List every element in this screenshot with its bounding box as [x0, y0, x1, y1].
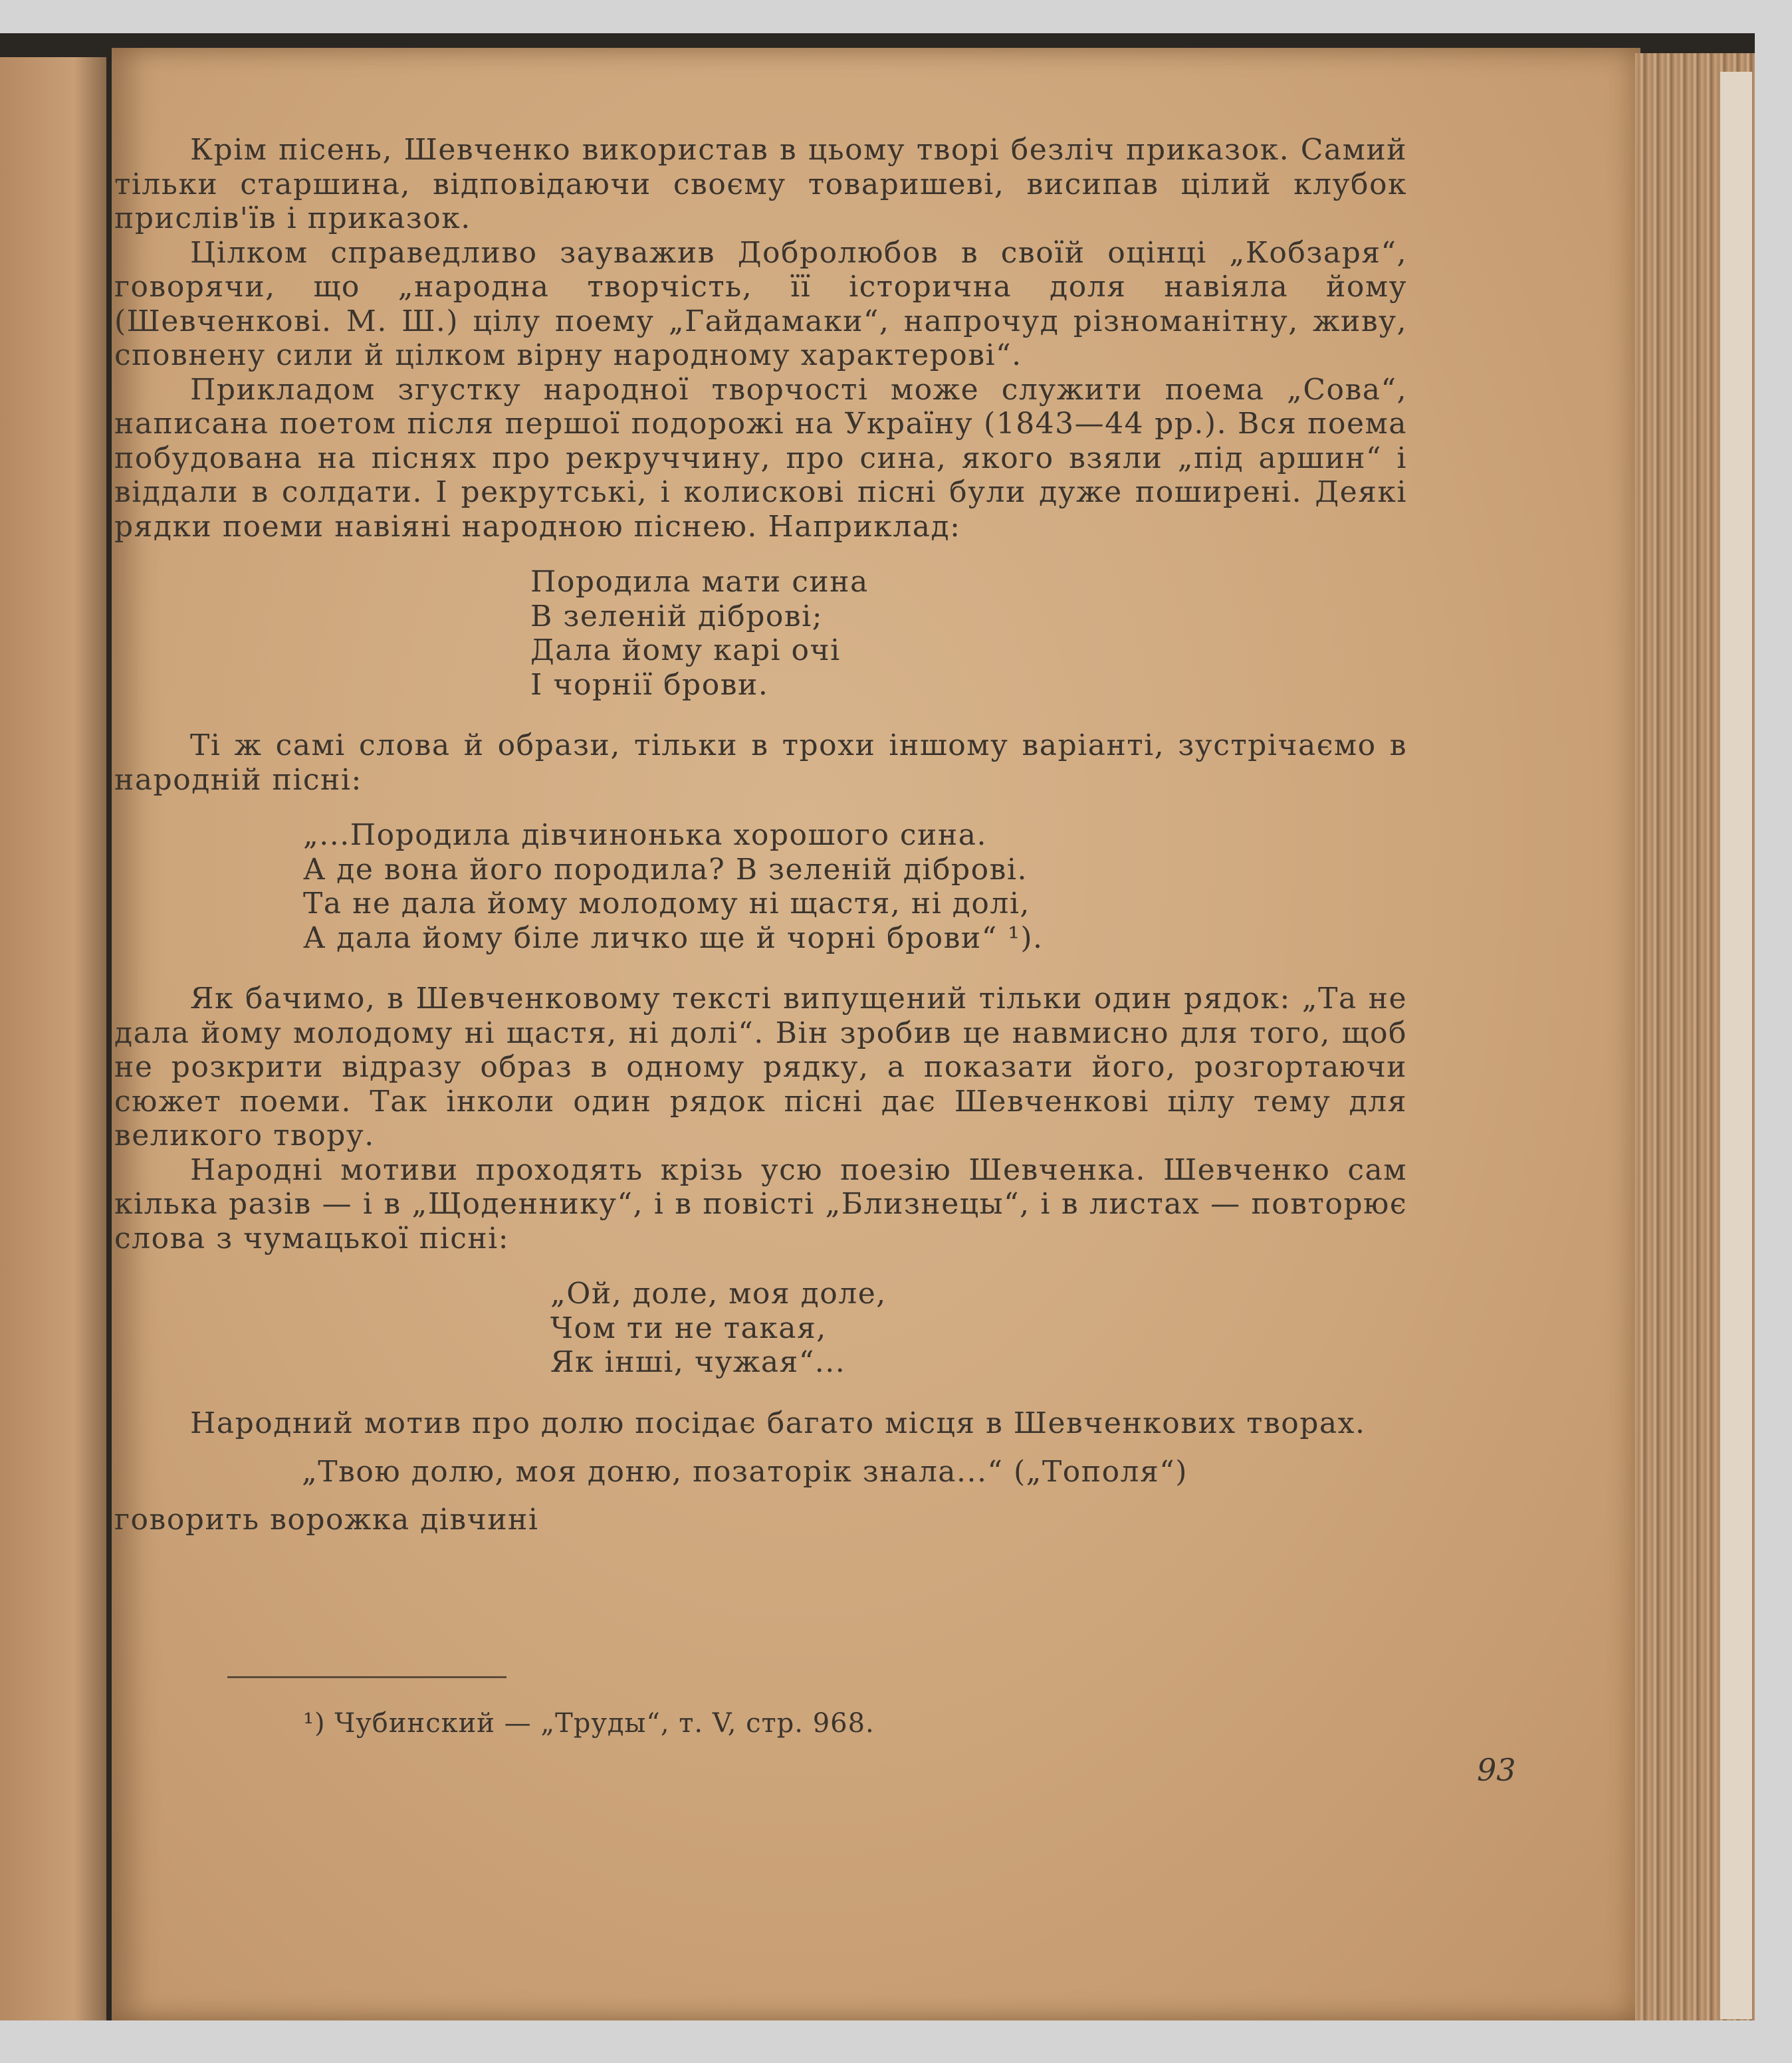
verse-block [114, 818, 1407, 955]
paragraph: Прикладом згустку народної творчості може служити поема „Сова“, написана поетом після першої подорожі на Україну (1843—44 рр.). Вся поема побудована на піснях про рекруччину, про сина, якого взяли „під аршин“ і віддали в солдати. І рекрутські, і колискові пісні були дуже поширені. Деякі рядки поеми навіяні народною піснею. Наприклад: [114, 372, 1407, 544]
verse-line: В зеленій діброві; [530, 599, 824, 633]
verse-line: „...Породила дівчинонька хорошого сина. [303, 818, 987, 852]
verse-block [114, 1277, 1407, 1380]
verse-line: І чорнії брови. [530, 667, 769, 702]
page-number: 93 [1477, 1752, 1516, 1788]
verse-line: А дала йому біле личко ще й чорні брови“ ¹). [303, 921, 1044, 955]
verse-line: Та не дала йому молодому ні щастя, ні долі, [303, 887, 1030, 921]
quote-line: „Твою долю, моя доню, позаторік знала...“ („Тополя“) [302, 1455, 1188, 1489]
footnote: ¹) Чубинский — „Труды“, т. V, стр. 968. [303, 1708, 875, 1739]
verse-line: Породила мати сина [530, 565, 869, 599]
verse-block [114, 565, 1407, 702]
paragraph: Ті ж самі слова й образи, тільки в трохи іншому варіанті, зустрічаємо в народній пісні: [114, 728, 1407, 797]
paragraph: Крім пісень, Шевченко використав в цьому творі безліч приказок. Самий тільки старшина, відповідаючи своєму товаришеві, висипав цілий клубок прислів'їв і приказок. [114, 133, 1407, 235]
page-text [114, 133, 1407, 1537]
left-page-edge [0, 57, 106, 2020]
paragraph: Народний мотив про долю посідає багато місця в Шевченкових творах. [190, 1406, 1366, 1440]
paragraph: Народні мотиви проходять крізь усю поезію Шевченка. Шевченко сам кілька разів — і в „Щоденнику“, і в повісті „Близнецы“, і в листах — повторює слова з чумацької пісні: [114, 1152, 1407, 1255]
back-cover-edge [1720, 72, 1752, 2019]
paragraph: Як бачимо, в Шевченковому тексті випущений тільки один рядок: „Та не дала йому молодому ні щастя, ні долі“. Він зробив це навмисно для того, щоб не розкрити відразу образ в одному рядку, а показати його, розгортаючи сюжет поеми. Так інколи один рядок пісні дає Шевченкові цілу тему для великого твору. [114, 982, 1407, 1152]
verse-line: Чом ти не такая, [550, 1311, 827, 1345]
paragraph: Цілком справедливо зауважив Добролюбов в своїй оцінці „Кобзаря“, говорячи, що „народна творчість, її історична доля навіяла йому (Шевченкові. М. Ш.) цілу поему „Гайдамаки“, напрочуд різноманітну, живу, сповнену сили й цілком вірну народному характерові“. [114, 235, 1407, 372]
footnote-rule [227, 1676, 506, 1678]
verse-line: „Ой, доле, моя доле, [550, 1277, 887, 1311]
verse-line: А де вона його породила? В зеленій діброві. [303, 852, 1028, 887]
verse-line: Як інші, чужая“... [550, 1345, 846, 1379]
verse-line: Дала йому карі очі [530, 633, 841, 667]
paragraph: говорить ворожка дівчині [114, 1502, 539, 1537]
